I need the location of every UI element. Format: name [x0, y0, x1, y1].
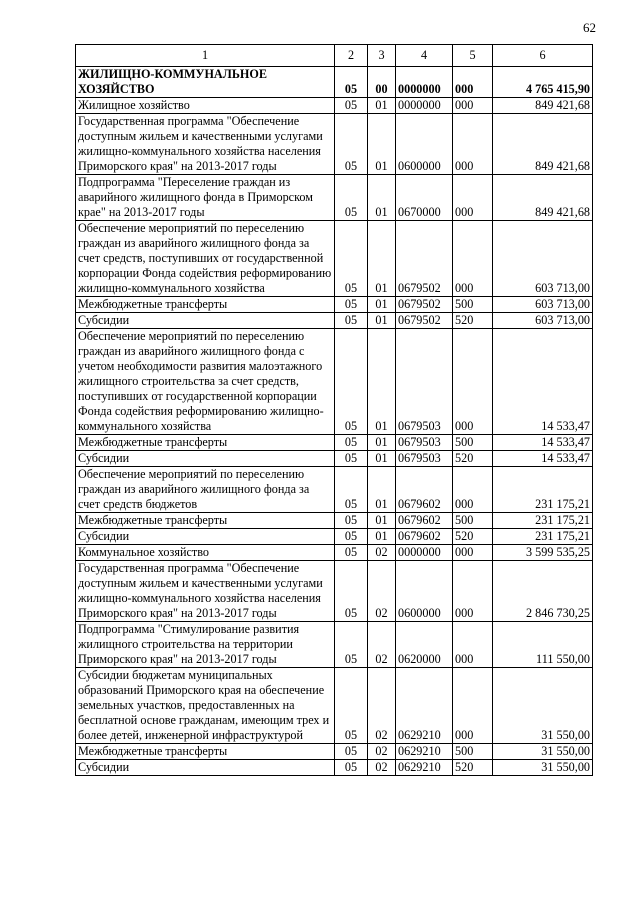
expense-type-cell: 000 — [453, 175, 493, 221]
table-row — [76, 297, 593, 313]
subsection-code-cell: 02 — [368, 760, 396, 776]
column-header: 5 — [453, 45, 493, 67]
target-article-cell: 0600000 — [396, 561, 453, 622]
expense-type-cell: 000 — [453, 329, 493, 435]
expense-type-cell: 520 — [453, 760, 493, 776]
subsection-code-cell: 01 — [368, 513, 396, 529]
row-name-cell: Обеспечение мероприятий по переселению граждан из аварийного жилищного фонда с учетом необходимости развития малоэтажного жилищного строительства за счет средств, поступивших от государственной корпорации Фонда содействия реформированию жилищно-коммунального хозяйства — [76, 329, 335, 435]
amount-cell: 231 175,21 — [493, 529, 593, 545]
subsection-code-cell: 01 — [368, 467, 396, 513]
target-article-cell: 0670000 — [396, 175, 453, 221]
row-name-cell: Межбюджетные трансферты — [76, 744, 335, 760]
table-row — [76, 513, 593, 529]
row-name-cell: Обеспечение мероприятий по переселению граждан из аварийного жилищного фонда за счет средств бюджетов — [76, 467, 335, 513]
row-name-cell: Межбюджетные трансферты — [76, 297, 335, 313]
target-article-cell: 0679602 — [396, 467, 453, 513]
section-code-cell: 05 — [335, 98, 368, 114]
subsection-code-cell: 01 — [368, 329, 396, 435]
target-article-cell: 0679602 — [396, 513, 453, 529]
page-number: 62 — [583, 20, 596, 35]
amount-cell: 603 713,00 — [493, 297, 593, 313]
row-name-cell: Субсидии — [76, 760, 335, 776]
expense-type-cell: 000 — [453, 114, 493, 175]
section-code-cell: 05 — [335, 175, 368, 221]
target-article-cell: 0679503 — [396, 451, 453, 467]
table-row — [76, 329, 593, 435]
row-name-cell: Субсидии — [76, 313, 335, 329]
subsection-code-cell: 01 — [368, 98, 396, 114]
expense-type-cell: 500 — [453, 513, 493, 529]
subsection-code-cell: 02 — [368, 545, 396, 561]
table-row — [76, 545, 593, 561]
row-name-cell: Государственная программа "Обеспечение доступным жильем и качественными услугами жилищно-коммунального хозяйства населения Приморского края" на 2013-2017 годы — [76, 561, 335, 622]
row-name-cell: Коммунальное хозяйство — [76, 545, 335, 561]
expense-type-cell: 000 — [453, 98, 493, 114]
subsection-code-cell: 02 — [368, 668, 396, 744]
amount-cell: 849 421,68 — [493, 114, 593, 175]
table-row — [76, 622, 593, 668]
table-row — [76, 67, 593, 98]
table-row — [76, 529, 593, 545]
section-code-cell: 05 — [335, 329, 368, 435]
table-row — [76, 467, 593, 513]
subsection-code-cell: 01 — [368, 313, 396, 329]
table-row — [76, 668, 593, 744]
amount-cell: 31 550,00 — [493, 744, 593, 760]
subsection-code-cell: 02 — [368, 622, 396, 668]
amount-cell: 231 175,21 — [493, 467, 593, 513]
expense-type-cell: 520 — [453, 529, 493, 545]
amount-cell: 3 599 535,25 — [493, 545, 593, 561]
target-article-cell: 0679502 — [396, 221, 453, 297]
section-code-cell: 05 — [335, 435, 368, 451]
row-name-cell: Межбюджетные трансферты — [76, 513, 335, 529]
table-row — [76, 114, 593, 175]
row-name-cell: Жилищное хозяйство — [76, 98, 335, 114]
row-name-cell: Межбюджетные трансферты — [76, 435, 335, 451]
target-article-cell: 0629210 — [396, 668, 453, 744]
section-code-cell: 05 — [335, 467, 368, 513]
subsection-code-cell: 01 — [368, 529, 396, 545]
amount-cell: 111 550,00 — [493, 622, 593, 668]
row-name-cell: Обеспечение мероприятий по переселению граждан из аварийного жилищного фонда за счет средств, поступивших от государственной корпорации Фонда содействия реформированию жилищно-коммунального хозяйства — [76, 221, 335, 297]
table-row — [76, 744, 593, 760]
table-row — [76, 561, 593, 622]
subsection-code-cell: 01 — [368, 175, 396, 221]
target-article-cell: 0629210 — [396, 744, 453, 760]
column-header: 3 — [368, 45, 396, 67]
target-article-cell: 0679502 — [396, 297, 453, 313]
table-row — [76, 451, 593, 467]
target-article-cell: 0000000 — [396, 98, 453, 114]
table-row — [76, 313, 593, 329]
section-code-cell: 05 — [335, 313, 368, 329]
target-article-cell: 0679602 — [396, 529, 453, 545]
amount-cell: 14 533,47 — [493, 329, 593, 435]
expense-type-cell: 520 — [453, 451, 493, 467]
column-header: 6 — [493, 45, 593, 67]
target-article-cell: 0620000 — [396, 622, 453, 668]
section-code-cell: 05 — [335, 760, 368, 776]
expense-type-cell: 000 — [453, 545, 493, 561]
target-article-cell: 0679503 — [396, 435, 453, 451]
table-row — [76, 221, 593, 297]
target-article-cell: 0679503 — [396, 329, 453, 435]
subsection-code-cell: 01 — [368, 221, 396, 297]
target-article-cell: 0600000 — [396, 114, 453, 175]
table-row — [76, 175, 593, 221]
subsection-code-cell: 01 — [368, 114, 396, 175]
row-name-cell: Субсидии бюджетам муниципальных образований Приморского края на обеспечение земельных участков, предоставленных на бесплатной основе гражданам, имеющим трех и более детей, инженерной инфраструктурой — [76, 668, 335, 744]
row-name-cell: ЖИЛИЩНО-КОММУНАЛЬНОЕ ХОЗЯЙСТВО — [76, 67, 335, 98]
row-name-cell: Государственная программа "Обеспечение доступным жильем и качественными услугами жилищно-коммунального хозяйства населения Приморского края" на 2013-2017 годы — [76, 114, 335, 175]
table-header-row — [76, 45, 593, 67]
expense-type-cell: 000 — [453, 668, 493, 744]
expense-type-cell: 520 — [453, 313, 493, 329]
amount-cell: 31 550,00 — [493, 760, 593, 776]
target-article-cell: 0000000 — [396, 67, 453, 98]
section-code-cell: 05 — [335, 561, 368, 622]
section-code-cell: 05 — [335, 744, 368, 760]
section-code-cell: 05 — [335, 545, 368, 561]
expense-type-cell: 000 — [453, 221, 493, 297]
target-article-cell: 0000000 — [396, 545, 453, 561]
row-name-cell: Субсидии — [76, 451, 335, 467]
amount-cell: 603 713,00 — [493, 221, 593, 297]
target-article-cell: 0629210 — [396, 760, 453, 776]
section-code-cell: 05 — [335, 221, 368, 297]
subsection-code-cell: 00 — [368, 67, 396, 98]
amount-cell: 4 765 415,90 — [493, 67, 593, 98]
section-code-cell: 05 — [335, 668, 368, 744]
subsection-code-cell: 02 — [368, 744, 396, 760]
row-name-cell: Субсидии — [76, 529, 335, 545]
expense-type-cell: 500 — [453, 744, 493, 760]
amount-cell: 603 713,00 — [493, 313, 593, 329]
section-code-cell: 05 — [335, 297, 368, 313]
row-name-cell: Подпрограмма "Стимулирование развития жилищного строительства на территории Приморского края" на 2013-2017 годы — [76, 622, 335, 668]
amount-cell: 14 533,47 — [493, 451, 593, 467]
column-header: 4 — [396, 45, 453, 67]
section-code-cell: 05 — [335, 451, 368, 467]
table-row — [76, 435, 593, 451]
section-code-cell: 05 — [335, 114, 368, 175]
subsection-code-cell: 01 — [368, 297, 396, 313]
amount-cell: 31 550,00 — [493, 668, 593, 744]
amount-cell: 849 421,68 — [493, 175, 593, 221]
amount-cell: 231 175,21 — [493, 513, 593, 529]
target-article-cell: 0679502 — [396, 313, 453, 329]
section-code-cell: 05 — [335, 622, 368, 668]
budget-table — [75, 44, 593, 776]
expense-type-cell: 000 — [453, 67, 493, 98]
column-header: 2 — [335, 45, 368, 67]
subsection-code-cell: 01 — [368, 435, 396, 451]
table-row — [76, 760, 593, 776]
amount-cell: 14 533,47 — [493, 435, 593, 451]
section-code-cell: 05 — [335, 67, 368, 98]
amount-cell: 849 421,68 — [493, 98, 593, 114]
row-name-cell: Подпрограмма "Переселение граждан из аварийного жилищного фонда в Приморском крае" на 2013-2017 годы — [76, 175, 335, 221]
expense-type-cell: 500 — [453, 435, 493, 451]
subsection-code-cell: 02 — [368, 561, 396, 622]
section-code-cell: 05 — [335, 513, 368, 529]
column-header: 1 — [76, 45, 335, 67]
amount-cell: 2 846 730,25 — [493, 561, 593, 622]
expense-type-cell: 000 — [453, 467, 493, 513]
subsection-code-cell: 01 — [368, 451, 396, 467]
expense-type-cell: 000 — [453, 622, 493, 668]
table-row — [76, 98, 593, 114]
expense-type-cell: 500 — [453, 297, 493, 313]
expense-type-cell: 000 — [453, 561, 493, 622]
section-code-cell: 05 — [335, 529, 368, 545]
